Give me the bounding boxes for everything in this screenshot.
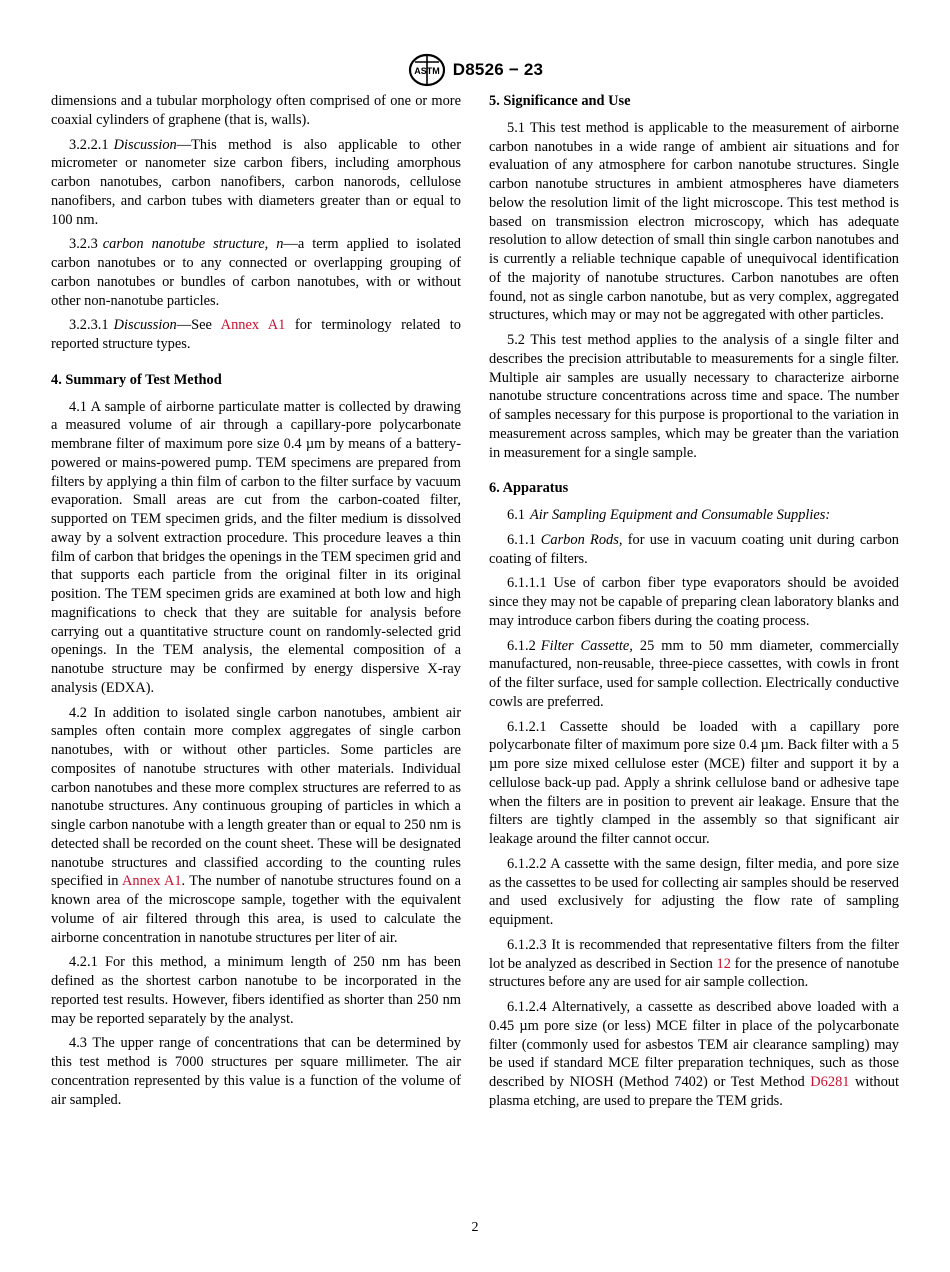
astm-logo-icon	[407, 52, 447, 88]
right-column	[489, 92, 899, 1117]
paragraph-6-1-2-2: 6.1.2.2 A cassette with the same design, filter media, and pore size as the cassettes to be used for collecting air samples should be reserved and used exclusively for adjusting the flow rate of sampling equipment.	[489, 855, 899, 928]
document-id: D8526 − 23	[452, 60, 544, 79]
paragraph-6-1-2: 6.1.2 Filter Cassette, 25 mm to 50 mm diameter, commercially manufactured, non-reusable, three-piece cassettes, with cowls in front of the filter surface, used for sample collection. Electrically conductive cowls are preferred.	[489, 637, 900, 710]
paragraph-4-1: 4.1 A sample of airborne particulate matter is collected by drawing a measured volume of air through a capillary-pore polycarbonate membrane filter of maximum pore size 0.4 µm by means of a battery-powered or mains-powered pump. TEM specimens are prepared from filters by applying a thin film of carbon to the filter surface by vacuum evaporation. Small areas are cut from the carbon-coated filter, supported on TEM specimen grids, and the filter medium is dissolved away by a solvent extraction procedure. This procedure leaves a thin film of carbon that bridges the openings in the TEM specimen grid and that supports each particle from the original filter in its original position. The TEM specimen grids are examined at both low and high magnifications to check that they are suitable for analysis before carrying out a quantitative structure count on randomly-selected grid openings. In the TEM analysis, the elemental composition of a nanotube structure may be confirmed by energy dispersive X-ray analysis (EDXA).	[51, 398, 461, 696]
paragraph-4-2-1: 4.2.1 For this method, a minimum length of 250 nm has been defined as the shortest carbon nanotube to be incorporated in the reported test results. However, fibers identified as shorter than 250 nm may be reported separately by the analyst.	[51, 954, 461, 1027]
annex-a1-link[interactable]: Annex A1	[122, 873, 182, 890]
paragraph-6-1-1-1: 6.1.1.1 Use of carbon fiber type evaporators should be avoided since they may not be capable of preparing clean laboratory blanks and may introduce carbon fibers during the coating process.	[489, 575, 899, 629]
paragraph-6-1-2-1: 6.1.2.1 Cassette should be loaded with a capillary pore polycarbonate filter of maximum pore size 0.4 µm. Back filter with a 5 µm pore size mixed cellulose ester (MCE) filter and support it by a cellulose back-up pad. Apply a shrink cellulose band or adhesive tape when the filters are in position to prevent air leakage. Ensure that the filters are tightly clamped in the assembly so that significant air leakage around the filter cannot occur.	[489, 718, 899, 847]
paragraph-4-3: 4.3 The upper range of concentrations that can be determined by this test method is 7000 structures per square millimeter. The air concentration represented by this value is a function of the volume of air sampled.	[51, 1035, 461, 1108]
paragraph-3-2-3: 3.2.3 carbon nanotube structure, n—a term applied to isolated carbon nanotubes or to any connected or overlapping grouping of carbon nanotubes or bundles of carbon nanotubes, with or without other non-nanotube particles.	[51, 236, 461, 309]
paragraph-6-1-2-4: 6.1.2.4 Alternatively, a cassette as described above loaded with a 0.45 µm pore size (or less) MCE filter in place of the polycarbonate filter (commonly used for asbestos TEM air clearance sampling) may be used if standard MCE filter preparation techniques, such as those described by NIOSH (Method 7402) or Test Method D6281 without plasma etching, are used to prepare the TEM grids.	[489, 999, 899, 1109]
paragraph-6-1: 6.1 Air Sampling Equipment and Consumable Supplies:	[507, 507, 831, 523]
left-column	[51, 92, 461, 1115]
section-6-heading: 6. Apparatus	[489, 480, 569, 497]
section-5-heading: 5. Significance and Use	[489, 93, 631, 109]
page-header	[0, 52, 950, 93]
paragraph-5-2: 5.2 This test method applies to the analysis of a single filter and describes the precision attributable to measurements for a single filter. Multiple air samples are usually necessary to characterize airborne nanotube structure concentrations across time and space. The number of samples necessary for this purpose is proportional to the variation in measurement across samples, which may be greater than the variation in measurement for a single sample.	[489, 332, 899, 461]
section-4-heading: 4. Summary of Test Method	[51, 371, 222, 388]
paragraph-5-1: 5.1 This test method is applicable to the measurement of airborne carbon nanotubes in a wide range of ambient air situations and for evaluation of any atmosphere for carbon nanotube structures. Single carbon nanotube structures in ambient atmospheres have diameters below the resolution limit of the light microscope. This test method is based on transmission electron microscopy, which has adequate resolution to allow detection of small thin single carbon nanotubes and is currently a reliable technique capable of unequivocal identification of the majority of nanotube structures. Carbon nanotubes are often found, not as single carbon nanotube, but as very complex, aggregated structures, which may or may not be aggregated with other particles.	[489, 119, 899, 324]
paragraph-3-2-2-1: 3.2.2.1 Discussion—This method is also applicable to other micrometer or nanometer size carbon fibers, including amorphous carbon nanotubes, carbon nanofibers, carbon nanorods, cellulose nanofibers, and carbon tubes with diameters greater than or equal to 100 nm.	[51, 136, 461, 228]
paragraph-6-1-2-3: 6.1.2.3 It is recommended that representative filters from the filter lot be analyzed as described in Section 12 for the presence of nanotube structures before any are used for air sample collection.	[489, 936, 899, 991]
section-12-link[interactable]: 12	[716, 955, 731, 972]
annex-a1-link[interactable]: Annex A1	[220, 317, 286, 334]
page-number: 2	[471, 1220, 479, 1235]
paragraph-3-2-2-continued: dimensions and a tubular morphology often comprised of one or more coaxial cylinders of graphene (that is, walls).	[51, 93, 461, 128]
paragraph-4-2: 4.2 In addition to isolated single carbon nanotubes, ambient air samples often contain more complex aggregates of single carbon nanotubes, with or without other particles. Some particles are composites of nanotube structures with other materials. Individual carbon nanotubes and these more complex structures are referred to as nanotube structures. Any continuous grouping of particles in which a single carbon nanotube with a length greater than or equal to 250 nm is detected shall be recorded on the count sheet. These will be designated nanotube structures and classified according to the counting rules specified in Annex A1. The number of nanotube structures found on a known area of the microscope sample, together with the equivalent volume of air filtered through this area, is used to calculate the airborne concentration in nanotube structures per liter of air.	[51, 704, 461, 946]
paragraph-3-2-3-1: 3.2.3.1 Discussion—See Annex A1 for terminology related to reported structure types.	[51, 317, 461, 352]
d6281-link[interactable]: D6281	[810, 1074, 850, 1090]
svg-text:ASTM: ASTM	[414, 66, 440, 76]
paragraph-6-1-1: 6.1.1 Carbon Rods, for use in vacuum coating unit during carbon coating of filters.	[489, 531, 899, 567]
